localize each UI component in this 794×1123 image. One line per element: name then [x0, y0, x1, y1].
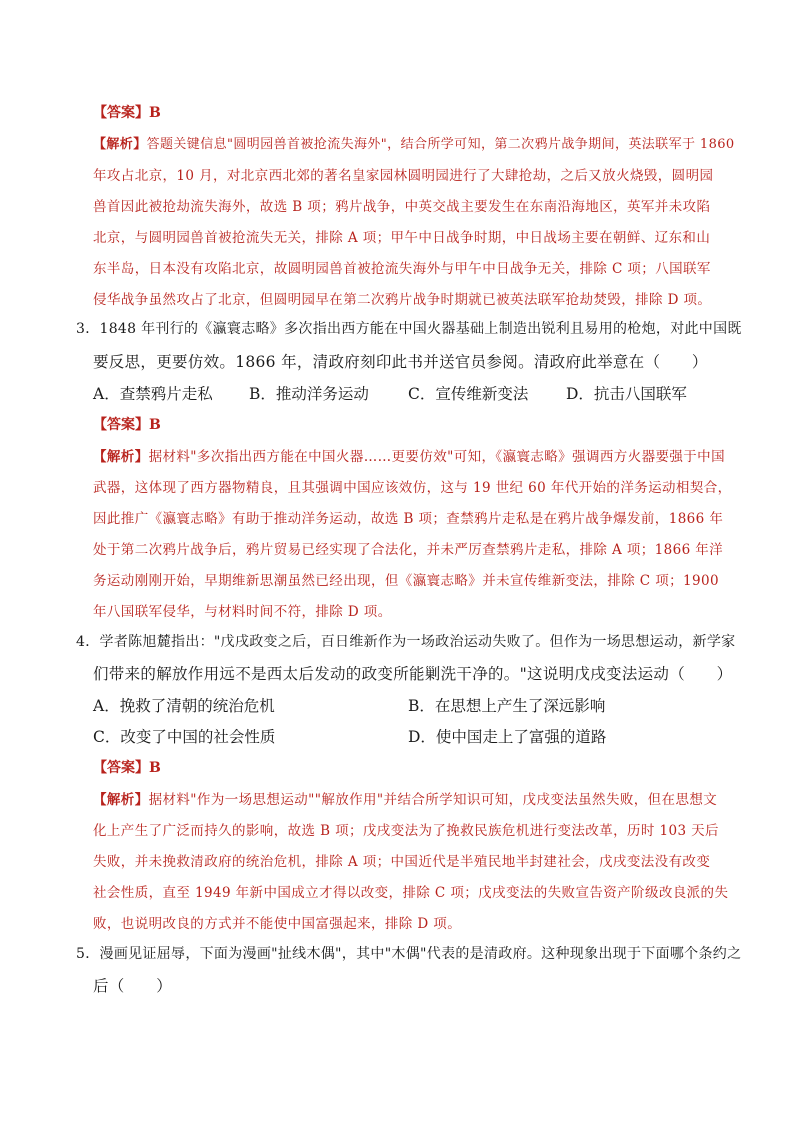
q3-option-d: D．抗击八国联军	[566, 385, 687, 403]
answer-tag: 【答案】	[93, 760, 149, 776]
q4-analysis-line: 社会性质，直至 1949 年新中国成立才得以改变，排除 C 项；戊戌变法的失败宣告资产阶级改良派的失	[93, 885, 729, 901]
answer-tag: 【答案】	[93, 105, 149, 121]
analysis-tag: 【解析】	[93, 137, 147, 152]
q4-stem-line: 4．学者陈旭麓指出："戊戌政变之后，百日维新作为一场政治运动失败了。但作为一场思想运动，新学家	[76, 634, 736, 650]
q3-option-c: C．宣传维新变法	[408, 385, 529, 403]
question-number: 5．	[76, 946, 100, 962]
q4-option-a: A．挽救了清朝的统治危机	[93, 697, 275, 715]
q5-stem-line: 5．漫画见证屈辱，下面为漫画"扯线木偶"，其中"木偶"代表的是清政府。这种现象出现于下面哪个条约之	[76, 946, 742, 962]
q4-analysis-line: 失败，并未挽救清政府的统治危机，排除 A 项；中国近代是半殖民地半封建社会，戊戌变法没有改变	[93, 854, 711, 870]
q4-analysis-line: 化上产生了广泛而持久的影响，故选 B 项；戊戌变法为了挽救民族危机进行变法改革，历时 103 天后	[93, 823, 719, 839]
q3-analysis-line: 年八国联军侵华，与材料时间不符，排除 D 项。	[93, 604, 392, 620]
analysis-tag: 【解析】	[93, 449, 149, 465]
analysis-tag: 【解析】	[93, 792, 149, 808]
question-number: 3．	[76, 321, 100, 337]
q4-analysis-line: 【解析】据材料"作为一场思想运动""解放作用"并结合所学知识可知，戊戌变法虽然失败，但在思想文	[93, 792, 718, 808]
q3-stem-line: 3．1848 年刊行的《瀛寰志略》多次指出西方能在中国火器基础上制造出锐利且易用的枪炮，对此中国既	[76, 321, 742, 337]
q2-analysis-line: 年攻占北京，10 月，对北京西北郊的著名皇家园林圆明园进行了大肆抢劫，之后又放火烧毁，圆明园	[93, 168, 714, 184]
q4-answer	[93, 757, 161, 777]
q5-stem-line: 后（ ）	[93, 977, 173, 995]
answer-value: B	[149, 760, 161, 776]
question-number: 4．	[76, 634, 100, 650]
q3-analysis-line: 因此推广《瀛寰志略》有助于推动洋务运动，故选 B 项；查禁鸦片走私是在鸦片战争爆发前，1866 年	[93, 511, 724, 527]
q3-stem-line: 要反思，更要仿效。1866 年，清政府刻印此书并送官员参阅。清政府此举意在（ ）	[93, 353, 708, 371]
q3-option-b: B．推动洋务运动	[249, 385, 369, 403]
q3-option-a: A．查禁鸦片走私	[93, 385, 213, 403]
q2-analysis-line: 侵华战争虽然攻占了北京，但圆明园早在第二次鸦片战争时期就已被英法联军抢劫焚毁，排除 D 项。	[93, 292, 712, 308]
q4-option-b: B．在思想上产生了深远影响	[408, 697, 606, 715]
q4-option-c: C．改变了中国的社会性质	[93, 728, 276, 746]
q2-analysis-line: 东半岛，日本没有攻陷北京，故圆明园兽首被抢流失海外与甲午中日战争无关，排除 C 项；八国联军	[93, 261, 711, 277]
q3-analysis-line: 武器，这体现了西方器物精良，且其强调中国应该效仿，这与 19 世纪 60 年代开始的洋务运动相契合，	[93, 480, 732, 496]
q4-stem-line: 们带来的解放作用远不是西太后发动的政变所能剿洗干净的。"这说明戊戌变法运动（ ）	[93, 665, 733, 683]
q3-analysis-line: 务运动刚刚开始，早期维新思潮虽然已经出现，但《瀛寰志略》并未宣传维新变法，排除 C 项；1900	[93, 573, 719, 589]
answer-value: B	[149, 417, 161, 433]
q2-analysis-line: 北京，与圆明园兽首被抢流失无关，排除 A 项；甲午中日战争时期，中日战场主要在朝鲜、辽东和山	[93, 230, 711, 246]
q4-option-d: D．使中国走上了富强的道路	[408, 728, 607, 746]
q4-analysis-line: 败，也说明改良的方式并不能使中国富强起来，排除 D 项。	[93, 916, 462, 932]
q3-analysis-line: 【解析】据材料"多次指出西方能在中国火器……更要仿效"可知，《瀛寰志略》强调西方火器要强于中国	[93, 449, 725, 465]
answer-tag: 【答案】	[93, 417, 149, 433]
q2-answer	[93, 102, 161, 122]
answer-value: B	[149, 105, 161, 121]
q2-analysis-line: 【解析】答题关键信息"圆明园兽首被抢流失海外"，结合所学可知，第二次鸦片战争期间，英法联军于 1860	[93, 137, 735, 152]
q3-answer	[93, 414, 161, 434]
q3-analysis-line: 处于第二次鸦片战争后，鸦片贸易已经实现了合法化，并未严厉查禁鸦片走私，排除 A 项；1866 年洋	[93, 542, 724, 558]
q2-analysis-line: 兽首因此被抢劫流失海外，故选 B 项；鸦片战争，中英交战主要发生在东南沿海地区，英军并未攻陷	[93, 199, 711, 215]
